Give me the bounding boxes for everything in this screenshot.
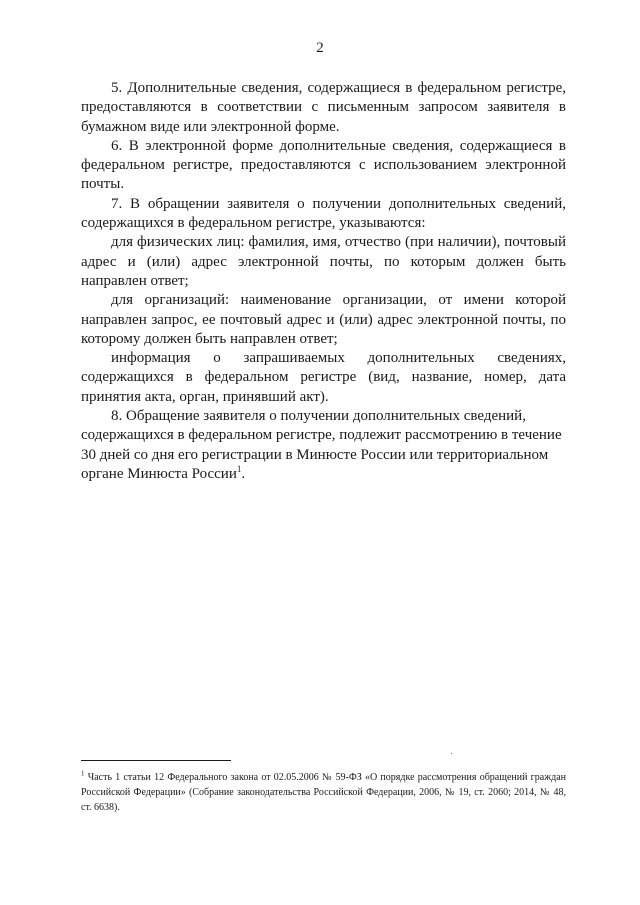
document-body <box>81 79 566 484</box>
footnote <box>81 770 566 815</box>
paragraph-item-5: 5. Дополнительные сведения, содержащиеся в федеральном регистре, предоставляются в соответствии с письменным запросом заявителя в бумажном виде или электронной форме. <box>81 80 566 135</box>
footnote-divider <box>81 760 231 761</box>
paragraph-requested-info: информация о запрашиваемых дополнительных сведениях, содержащихся в федеральном регистре (вид, название, номер, дата принятия акта, орган, принявший акт). <box>81 350 566 405</box>
scan-artifact <box>451 753 452 754</box>
page-number: 2 <box>316 40 324 56</box>
paragraph-item-8 <box>81 407 566 484</box>
paragraph-item-8-suffix: . <box>241 465 246 482</box>
paragraph-organizations: для организаций: наименование организации, от имени которой направлен запрос, ее почтовый адрес и (или) адрес электронной почты, по которому должен быть направлен ответ; <box>81 292 566 347</box>
footnote-text: Часть 1 статьи 12 Федерального закона от 02.05.2006 № 59-ФЗ «О порядке рассмотрения обращений граждан Российской Федерации» (Собрание законодательства Российской Федерации, 2006, № 19, ст. 2060; 2014, № 48, ст. 6638). <box>81 772 566 813</box>
footnote-marker: 1 <box>81 769 85 778</box>
paragraph-item-7: 7. В обращении заявителя о получении дополнительных сведений, содержащихся в федеральном регистре, указываются: <box>81 195 566 232</box>
footnote-reference[interactable]: 1 <box>236 463 242 474</box>
paragraph-item-6: 6. В электронной форме дополнительные сведения, содержащиеся в федеральном регистре, предоставляются с использованием электронной почты. <box>81 137 566 193</box>
paragraph-individuals: для физических лиц: фамилия, имя, отчество (при наличии), почтовый адрес и (или) адрес электронной почты, по которым должен быть направлен ответ; <box>81 234 566 289</box>
paragraph-item-8-text: 8. Обращение заявителя о получении дополнительных сведений, содержащихся в федеральном регистре, подлежит рассмотрению в течение 30 дней со дня его регистрации в Минюсте России или территориальном органе Минюста России <box>81 408 562 482</box>
